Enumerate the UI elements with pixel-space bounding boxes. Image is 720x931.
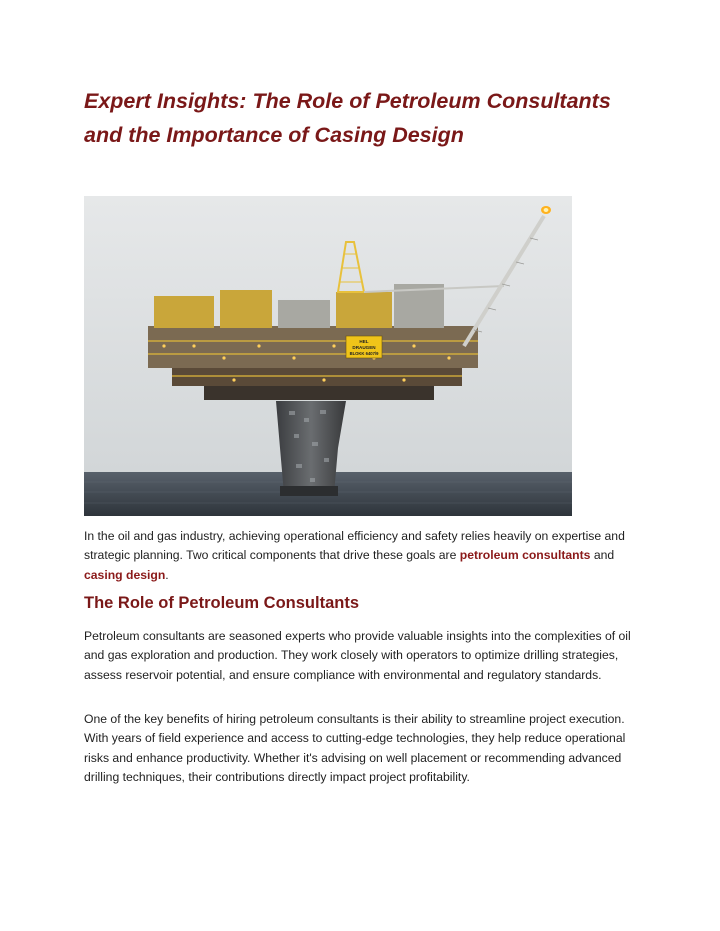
intro-text-middle: and (590, 548, 615, 563)
intro-text-before: In the oil and gas industry, achieving operational efficiency and safety relies heavily on expertise and strategic planning. Two critical components that drive these goals are (84, 529, 625, 563)
offshore-platform-illustration (84, 196, 572, 516)
intro-paragraph (84, 527, 640, 585)
column-foot (280, 486, 338, 496)
casing-design-link[interactable]: casing design (84, 567, 166, 582)
underdeck (204, 386, 434, 400)
main-deck (148, 326, 478, 368)
flare-flame-core (544, 208, 549, 212)
intro-text-after: . (165, 567, 169, 582)
sign-text-3: BLOKK 6407/9 (349, 351, 379, 356)
document-title: Expert Insights: The Role of Petroleum Consultants and the Importance of Casing Design (84, 89, 611, 147)
section-paragraph-2: One of the key benefits of hiring petroleum consultants is their ability to streamline project execution. With years of field experience and access to cutting-edge technologies, they help reduce operational risks and enhance productivity. Whether it's advising on well placement or recommending advanced drilling techniques, their contributions directly impact project profitability. (84, 712, 626, 785)
sign-text-1: HEL (359, 339, 369, 344)
offshore-platform-image (84, 196, 572, 516)
sign-text-2: DRAUGEN (352, 345, 376, 350)
section-paragraph-1: Petroleum consultants are seasoned experts who provide valuable insights into the complexities of oil and gas exploration and production. They work closely with operators to optimize drilling strategies, assess reservoir potential, and ensure compliance with environmental and regulatory standards. (84, 629, 631, 682)
section-heading: The Role of Petroleum Consultants (84, 594, 360, 612)
petroleum-consultants-link[interactable]: petroleum consultants (459, 548, 591, 563)
